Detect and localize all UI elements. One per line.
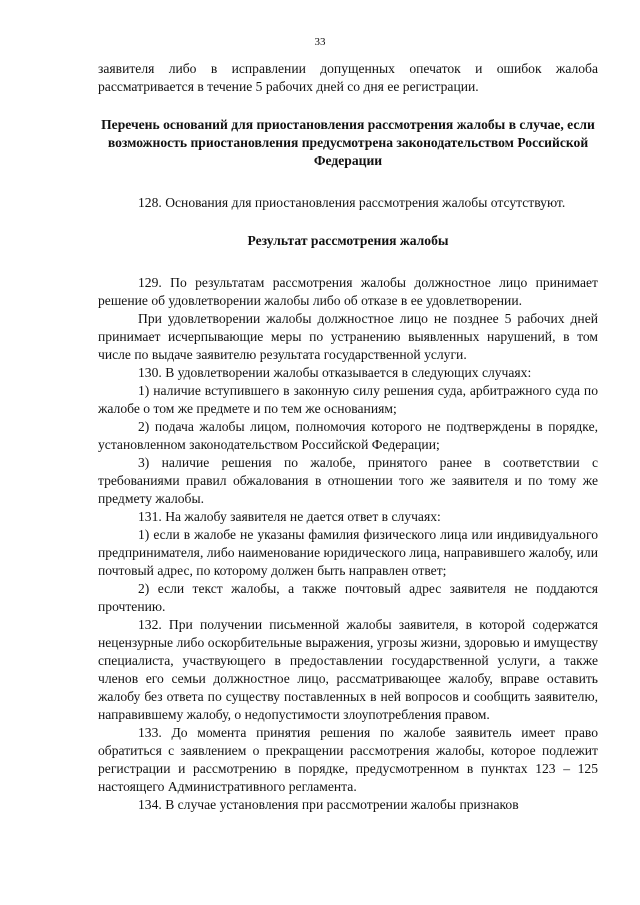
section-heading-suspension: Перечень оснований для приостановления рассмотрения жалобы в случае, если возможность приостановления предусмотрена законодательством Российской Федерации [101, 117, 595, 168]
paragraph-134: 134. В случае установления при рассмотрении жалобы признаков [138, 797, 519, 812]
paragraph-133: 133. До момента принятия решения по жалобе заявитель имеет право обратиться с заявлением о прекращении рассмотрения жалобы, которое подлежит регистрации и рассмотрению в порядке, предусмотренном в пунктах 123 – 125 настоящего Административного регламента. [98, 725, 598, 794]
paragraph-130-item-1: 1) наличие вступившего в законную силу решения суда, арбитражного суда по жалобе о том же предмете и по тем же основаниям; [98, 383, 598, 416]
paragraph-131-item-2: 2) если текст жалобы, а также почтовый адрес заявителя не поддаются прочтению. [98, 581, 598, 614]
continuation-paragraph: заявителя либо в исправлении допущенных опечаток и ошибок жалоба рассматривается в течение 5 рабочих дней со дня ее регистрации. [98, 61, 598, 94]
paragraph-130-item-3: 3) наличие решения по жалобе, принятого ранее в соответствии с требованиями правил обжалования в отношении того же заявителя и по тому же предмету жалобы. [98, 455, 598, 506]
paragraph-130: 130. В удовлетворении жалобы отказывается в следующих случаях: [138, 365, 532, 380]
paragraph-132: 132. При получении письменной жалобы заявителя, в которой содержатся нецензурные либо оскорбительные выражения, угрозы жизни, здоровью и имуществу специалиста, участвующего в предоставлении государственной услуги, а также членов его семьи должностное лицо, рассматривающее жалобу, вправе оставить жалобу без ответа по существу поставленных в ней вопросов и сообщить заявителю, направившему жалобу, о недопустимости злоупотребления правом. [98, 617, 598, 722]
paragraph-130-item-2: 2) подача жалобы лицом, полномочия которого не подтверждены в порядке, установленном законодательством Российской Федерации; [98, 419, 598, 452]
paragraph-131: 131. На жалобу заявителя не дается ответ в случаях: [138, 509, 441, 524]
paragraph-128: 128. Основания для приостановления рассмотрения жалобы отсутствуют. [138, 195, 566, 210]
section-heading-result: Результат рассмотрения жалобы [247, 233, 449, 248]
document-body [98, 60, 598, 814]
page-number: 33 [314, 36, 326, 48]
paragraph-129: 129. По результатам рассмотрения жалобы должностное лицо принимает решение об удовлетворении жалобы либо об отказе в ее удовлетворении. [98, 275, 598, 308]
paragraph-131-item-1: 1) если в жалобе не указаны фамилия физического лица или индивидуального предпринимателя, либо наименование юридического лица, направившего жалобу, или почтовый адрес, по которому должен быть направлен ответ; [98, 527, 598, 578]
paragraph-129-b: При удовлетворении жалобы должностное лицо не позднее 5 рабочих дней принимает исчерпывающие меры по устранению выявленных нарушений, в том числе по выдаче заявителю результата государственной услуги. [98, 311, 598, 362]
